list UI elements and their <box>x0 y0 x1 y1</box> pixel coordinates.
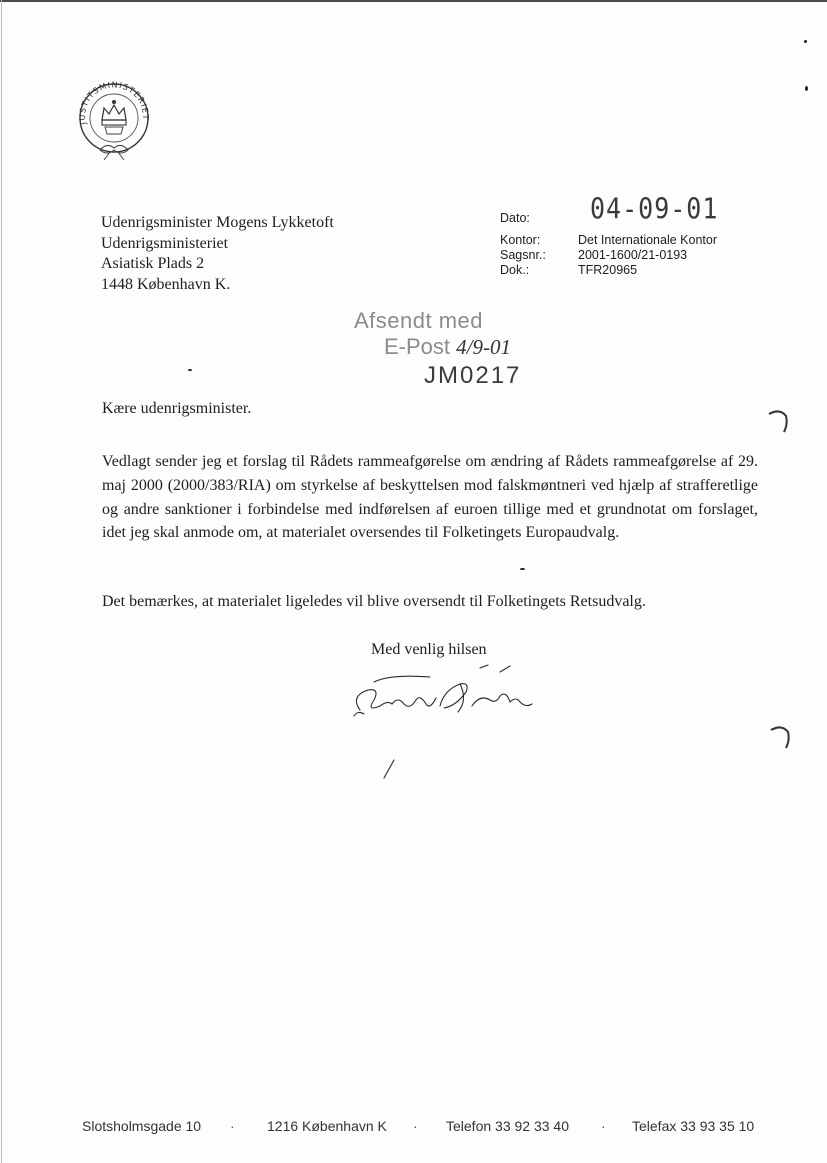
stamp-epost: E-Post <box>384 334 451 359</box>
scan-speck <box>805 86 808 91</box>
footer-street: Slotsholmsgade 10 <box>82 1118 202 1134</box>
footer-fax: Telefax 33 93 35 10 <box>632 1118 755 1134</box>
meta-labels <box>500 233 546 278</box>
scan-top-border <box>0 0 827 2</box>
scan-left-border <box>1 0 2 1163</box>
closing: Med venlig hilsen <box>371 641 487 658</box>
punch-hole-mark <box>768 724 792 750</box>
scan-speck <box>188 369 192 371</box>
footer-separator: · <box>413 1118 418 1134</box>
scan-speck <box>520 568 525 570</box>
stamp-handwritten-date: 4/9-01 <box>456 335 511 359</box>
dok-value: TFR20965 <box>578 263 638 277</box>
scan-speck <box>804 40 807 43</box>
ministry-seal-icon <box>74 80 154 164</box>
recipient-ministry: Udenrigsministeriet <box>101 234 229 252</box>
kontor-label: Kontor: <box>500 233 541 247</box>
recipient-name: Udenrigsminister Mogens Lykketoft <box>101 214 334 231</box>
paragraph-1: Vedlagt sender jeg et forslag til Rådets rammeafgørelse om ændring af Rådets rammeafgørelse af 29. maj 2000 (2000/383/RIA) om styrkelse af beskyttelsen mod falskmøntneri ved hjælp af strafferetlige og andre sanktioner i forbindelse med indførelsen af euroen tillige med et grundnotat om forslaget, idet jeg skal anmode om, at materialet oversendes til Folketingets Europaudvalg. <box>102 453 758 542</box>
footer-phone: Telefon 33 92 33 40 <box>446 1118 569 1134</box>
handwritten-signature <box>340 660 550 785</box>
recipient-address <box>101 213 334 295</box>
recipient-street: Asiatisk Plads 2 <box>101 255 205 272</box>
date-stamp: 04-09-01 <box>590 191 719 226</box>
date-label: Dato: <box>500 211 530 225</box>
sagsnr-value: 2001-1600/21-0193 <box>578 248 688 262</box>
recipient-city: 1448 København K. <box>101 275 231 293</box>
meta-values <box>578 233 717 278</box>
kontor-value: Det Internationale Kontor <box>578 233 717 247</box>
stamp-line-2 <box>384 334 511 360</box>
punch-hole-mark <box>766 408 790 434</box>
stamp-journal-number: JM0217 <box>424 362 522 389</box>
footer-separator: · <box>230 1118 235 1134</box>
paragraph-2: Det bemærkes, at materialet ligeledes vil blive oversendt til Folketingets Retsudvalg. <box>102 593 646 610</box>
greeting: Kære udenrigsminister. <box>102 400 252 417</box>
stamp-line-1: Afsendt med <box>354 308 484 333</box>
sagsnr-label: Sagsnr.: <box>500 248 546 262</box>
dok-label: Dok.: <box>500 263 530 277</box>
footer-city: 1216 København K <box>267 1118 387 1134</box>
svg-text:JUSTITSMINISTERIET: JUSTITSMINISTERIET <box>77 80 151 126</box>
footer-separator: · <box>601 1118 606 1134</box>
